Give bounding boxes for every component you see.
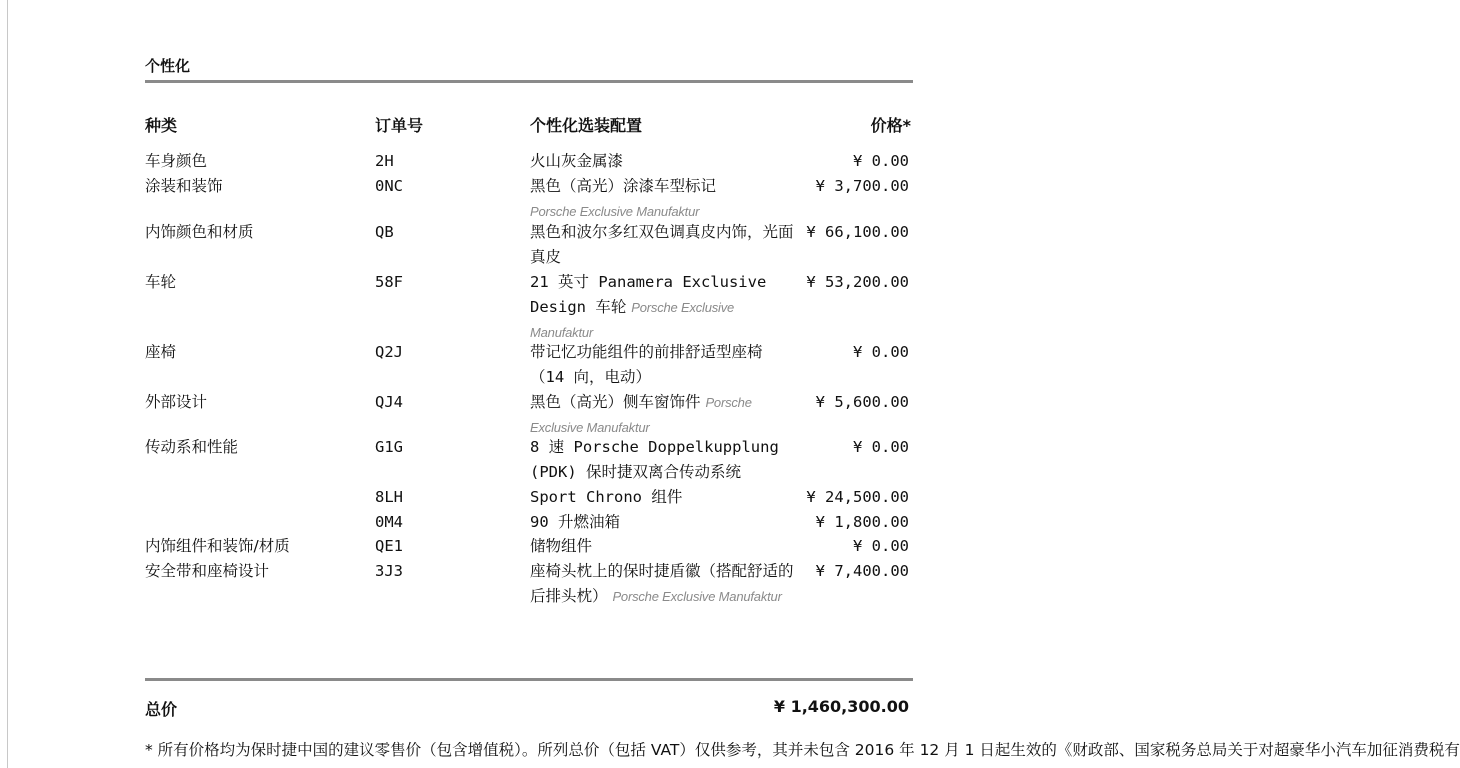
row-category: 内饰组件和装饰/材质 (145, 537, 290, 555)
row-code: 8LH (375, 488, 403, 506)
row-category: 涂装和装饰 (145, 177, 223, 195)
price-sheet (145, 0, 1460, 768)
row-price: ¥ 0.00 (853, 537, 909, 555)
total-value: ¥ 1,460,300.00 (773, 697, 909, 716)
row-price: ¥ 0.00 (853, 152, 909, 170)
row-category: 传动系和性能 (145, 438, 239, 456)
row-code: QB (375, 223, 394, 241)
row-code: 2H (375, 152, 394, 170)
row-category: 安全带和座椅设计 (145, 562, 270, 580)
row-config-brand: Porsche Exclusive Manufaktur (530, 300, 735, 340)
row-code: G1G (375, 438, 403, 456)
row-config-text: 火山灰金属漆 (530, 152, 624, 170)
row-category: 车身颜色 (145, 152, 208, 170)
row-price: ¥ 53,200.00 (806, 273, 909, 291)
row-config-brand: Porsche Exclusive Manufaktur (530, 395, 752, 435)
row-config (530, 220, 795, 270)
row-config-text: 黑色（高光）涂漆车型标记 (530, 177, 717, 195)
row-config-brand: Porsche Exclusive Manufaktur (612, 589, 782, 604)
row-config-text: 储物组件 (530, 537, 593, 555)
row-config (530, 149, 795, 174)
row-code: QJ4 (375, 393, 403, 411)
row-config-text: 黑色和波尔多红双色调真皮内饰，光面真皮 (530, 223, 794, 266)
row-config (530, 510, 795, 535)
row-code: 3J3 (375, 562, 403, 580)
row-config-text: 8 速 Porsche Doppelkupplung (PDK) 保时捷双离合传动系统 (530, 438, 779, 481)
row-code: QE1 (375, 537, 403, 555)
row-config (530, 174, 795, 224)
row-code: 58F (375, 273, 403, 291)
row-price: ¥ 3,700.00 (815, 177, 909, 195)
row-price: ¥ 1,800.00 (815, 513, 909, 531)
row-config-text: Sport Chrono 组件 (530, 488, 683, 506)
row-price: ¥ 66,100.00 (806, 223, 909, 241)
header-price: 价格* (870, 116, 911, 135)
section-title: 个性化 (145, 57, 191, 75)
row-price: ¥ 5,600.00 (815, 393, 909, 411)
row-price: ¥ 24,500.00 (806, 488, 909, 506)
total-divider (145, 678, 913, 681)
row-config (530, 390, 795, 440)
row-category: 外部设计 (145, 393, 208, 411)
row-config (530, 270, 795, 345)
row-config (530, 435, 795, 485)
row-config-text: 90 升燃油箱 (530, 513, 620, 531)
row-config-brand: Porsche Exclusive Manufaktur (530, 204, 700, 219)
row-config (530, 534, 795, 559)
row-code: 0NC (375, 177, 403, 195)
row-price: ¥ 7,400.00 (815, 562, 909, 580)
row-config-text: 座椅头枕上的保时捷盾徽（搭配舒适的后排头枕） (530, 562, 794, 605)
row-config-text: 21 英寸 Panamera Exclusive Design 车轮 (530, 273, 767, 316)
row-config (530, 559, 795, 609)
header-config: 个性化选装配置 (530, 116, 643, 135)
total-label: 总价 (145, 700, 178, 719)
section-divider (145, 80, 913, 83)
row-category: 车轮 (145, 273, 177, 291)
header-code: 订单号 (375, 116, 424, 135)
page-left-edge (7, 0, 8, 768)
row-config (530, 485, 795, 510)
row-price: ¥ 0.00 (853, 343, 909, 361)
row-config-text: 黑色（高光）侧车窗饰件 (530, 393, 701, 411)
row-code: Q2J (375, 343, 403, 361)
row-price: ¥ 0.00 (853, 438, 909, 456)
header-category: 种类 (145, 116, 178, 135)
row-config-text: 带记忆功能组件的前排舒适型座椅（14 向，电动） (530, 343, 763, 386)
footnote: * 所有价格均为保时捷中国的建议零售价（包含增值税）。所列总价（包括 VAT）仅供参考，其并未包含 2016 年 12 月 1 日起生效的《财政部、国家税务总局关于对超豪华小汽车加征消费税有 (145, 741, 1460, 759)
row-category: 内饰颜色和材质 (145, 223, 254, 241)
row-config (530, 340, 795, 390)
row-category: 座椅 (145, 343, 177, 361)
row-code: 0M4 (375, 513, 403, 531)
